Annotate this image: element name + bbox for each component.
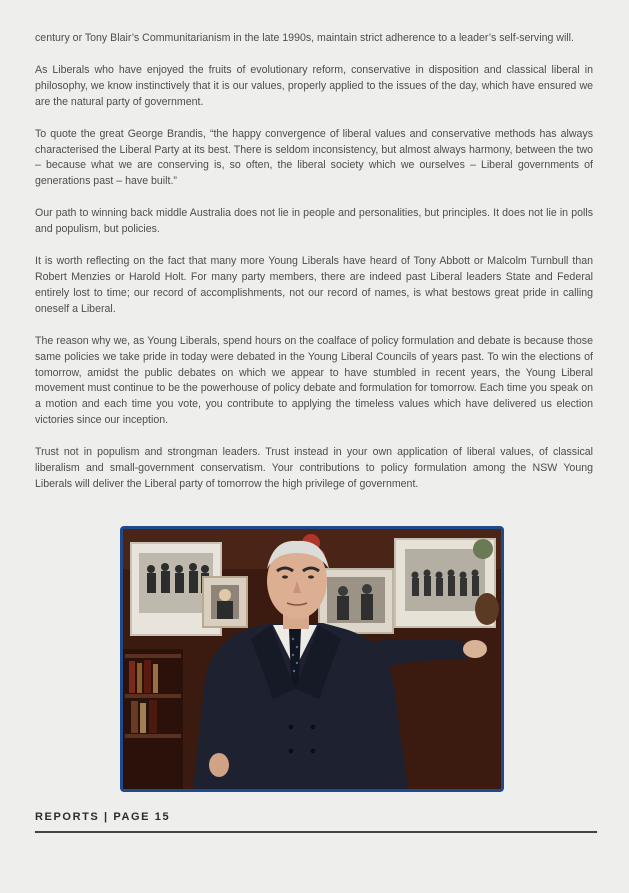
footer-divider [35, 831, 597, 833]
paragraph-5: It is worth reflecting on the fact that many more Young Liberals have heard of Tony Abbott or Malcolm Turnbull than Robert Menzies or Harold Holt. For many party members, there are indeed past Liberal leaders State and Federal entirely lost to time; our record of accomplishments, not our record of names, is what bestows great pride in calling oneself a Liberal. [35, 255, 593, 315]
footer-page-label: REPORTS | PAGE 15 [35, 811, 171, 823]
paragraph-4: Our path to winning back middle Australia does not lie in people and personalities, but principles. It does not lie in polls and populism, but policies. [35, 207, 593, 236]
article-body [35, 31, 593, 509]
paragraph-6: The reason why we, as Young Liberals, spend hours on the coalface of policy formulation and debate is because those same policies we take pride in today were debated in the Young Liberal Councils of years past. To win the elections of tomorrow, amidst the public debates on which we appear to have stumbled in recent years, the Young Liberal movement must continue to be the powerhouse of policy debate and formulation for tomorrow. Each time you speak on a motion and each time you vote, you contribute to applying the timeless values which have delivered us election victories since our inception. [35, 334, 593, 427]
paragraph-2: As Liberals who have enjoyed the fruits of evolutionary reform, conservative in disposition and classical liberal in philosophy, we know instinctively that it is our values, properly applied to the issues of the day, which have ensured we are the natural party of government. [35, 63, 593, 108]
portrait-illustration [123, 529, 501, 789]
portrait-photo [120, 526, 504, 792]
paragraph-3: To quote the great George Brandis, “the happy convergence of liberal values and conservative methods has always characterised the Liberal Party at its best. There is seldom inconsistency, but almost always harmony, between the two – because what we are conserving is, so often, the liberal society which we ourselves – Liberal governments of generations past – have built.” [35, 127, 593, 188]
paragraph-7: Trust not in populism and strongman leaders. Trust instead in your own application of liberal values, of classical liberalism and small-government conservatism. Your contributions to policy formulation among the NSW Young Liberals will deliver the Liberal party of tomorrow the high privilege of government. [35, 446, 593, 490]
paragraph-1: century or Tony Blair’s Communitarianism in the late 1990s, maintain strict adherence to a leader’s self-serving will. [35, 32, 574, 44]
